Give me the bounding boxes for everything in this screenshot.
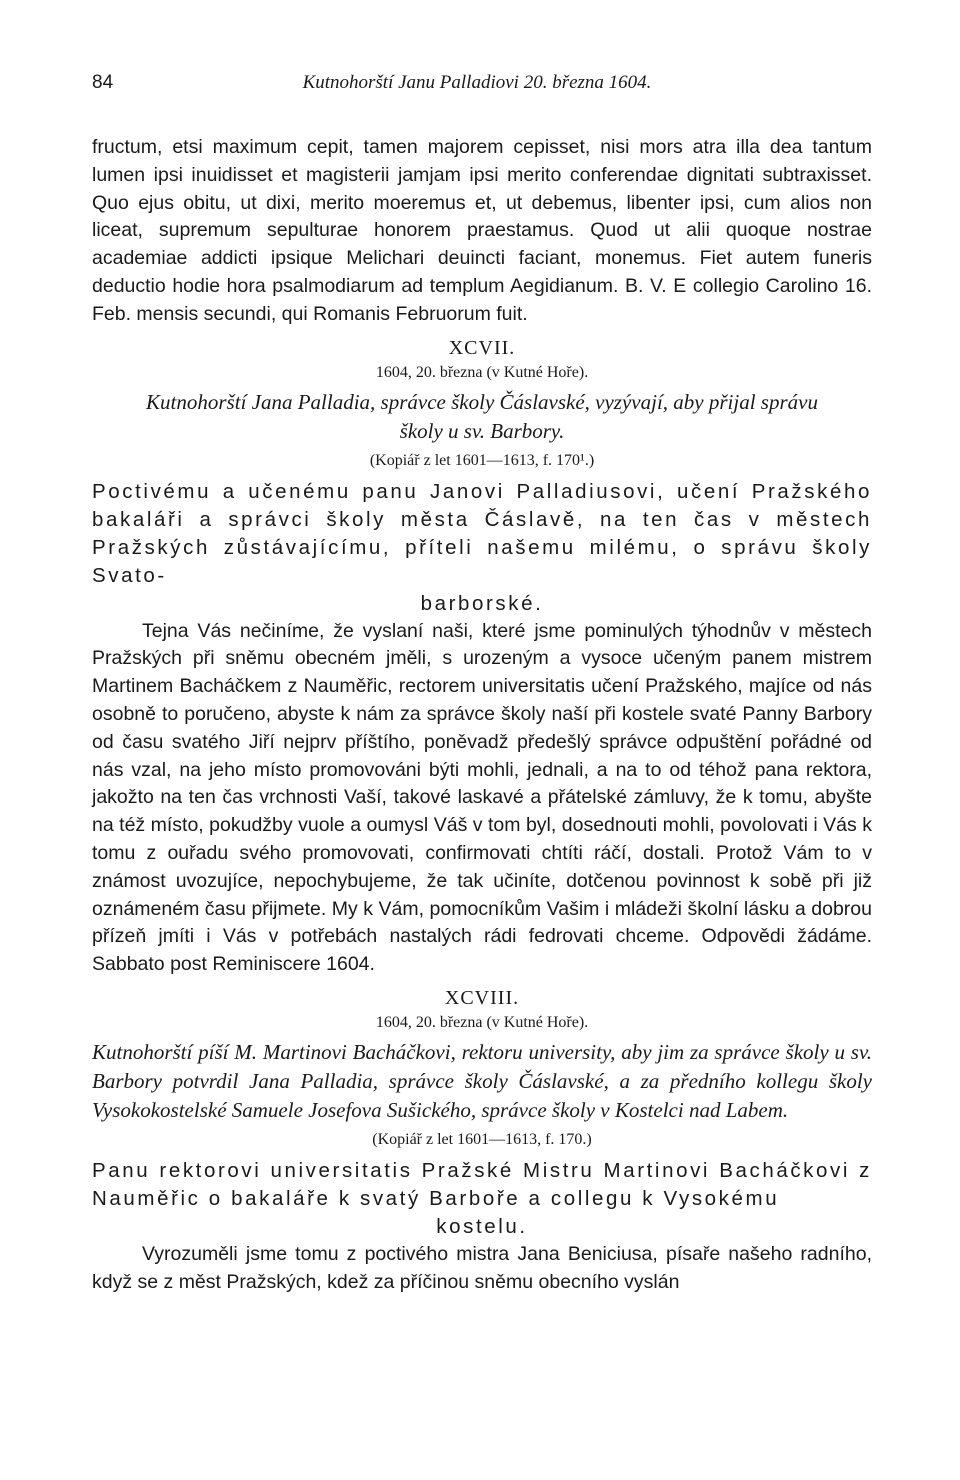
document-regest-line2: školy u sv. Barbory. — [399, 418, 565, 443]
document-regest-line1: Kutnohorští Jana Palladia, správce školy Čáslavské, vyzývají, aby přijal správu — [146, 389, 818, 414]
letter-address — [92, 1157, 872, 1241]
document-number: XCVIII. — [444, 986, 520, 1009]
document-xcviii — [92, 987, 872, 1297]
page-header — [92, 72, 872, 112]
letter-address-end: barborské. — [420, 591, 544, 615]
document-source: (Kopiář z let 1601—1613, f. 170.) — [372, 1130, 592, 1148]
letter-body: Tejna Vás nečiníme, že vyslaní naši, které jsme pominulých týhodnův v městech Pražských při sněmu obecném jměli, s urozeným a vysoce učeným panem mistrem Martinem Bacháčkem z Nauměřic, rectorem universitatis učení Pražského, majíce od nás osobně to poručeno, abyste k nám za správce školy naší při kostele svaté Panny Barbory od času svatého Jiří nejprv příštího, poněvadž předešlý správce odpuštění pořádné od nás vzal, na jeho místo promovováni býti mohli, jednali, a na to od téhož pana rektora, jakožto na ten čas vrchnosti Vaší, takové laskavé a přátelské zámluvy, že k tomu, abyšte na též místo, pokudžby vuole a oumysl Váš v tom byl, dosednouti mohli, povolovati i Vás k tomu z ouřadu svého promovovati, confirmovati chtíti ráčí, dostali. Protož Vám to v známost uvozujíce, nepochybujeme, že tak učiníte, dotčenou povinnost k sobě při již oznámeném času přijmete. My k Vám, pomocníkům Vašim i mládeži školní lásku a dobrou přízeň jmíti i Vás v potřebách nastalých rádi fedrovati chceme. Odpovědi žádáme. Sabbato post Reminiscere 1604. — [92, 619, 872, 976]
book-page — [92, 72, 872, 1297]
document-date: 1604, 20. března (v Kutné Hoře). — [375, 363, 589, 381]
document-xcvii — [92, 337, 872, 979]
letter-address-main: Panu rektorovi universitatis Pražské Mistru Martinovi Bacháčkovi z Nauměřic o bakaláře k svatý Barboře a collegu k Vysokému — [92, 1158, 872, 1210]
running-title: Kutnohorští Janu Palladiovi 20. března 1604. — [302, 72, 652, 93]
letter-body: Vyrozuměli jsme tomu z poctivého mistra Jana Beniciusa, písaře našeho radního, když se z měst Pražských, kdež za příčinou sněmu obecního vyslán — [92, 1242, 872, 1293]
letter-address — [92, 478, 872, 618]
document-date: 1604, 20. března (v Kutné Hoře). — [375, 1013, 589, 1031]
document-regest: Kutnohorští píší M. Martinovi Bacháčkovi, rektoru university, aby jim za správce školy u sv. Barbory potvrdil Jana Palladia, správce školy Čáslavské, a za předního kollegu školy Vysokokostelské Samuele Josefova Sušického, správce školy v Kostelci nad Labem. — [92, 1039, 872, 1122]
letter-address-main: Poctivému a učenému panu Janovi Palladiusovi, učení Pražského bakaláři a správci školy města Čáslavě, na ten čas v městech Pražských zůstávajícímu, příteli našemu milému, o správu školy Svato- — [92, 479, 872, 587]
document-source: (Kopiář z let 1601—1613, f. 170¹.) — [369, 451, 595, 469]
document-number: XCVII. — [448, 336, 516, 359]
letter-address-end: kostelu. — [436, 1214, 528, 1238]
page-number: 84 — [92, 72, 114, 93]
continuation-paragraph: fructum, etsi maximum cepit, tamen majorem cepisset, nisi mors atra illa dea tantum lumen ipsi inuidisset et magisterii jamjam ipsi merito conferendae dignitati subtraxisset. Quo ejus obitu, ut dixi, merito moeremus et, ut debemus, libenter ipsi, cum alios non liceat, supremum sepulturae honorem praestamus. Quod ut alii quoque nostrae academiae addicti ipsique Melichari deuincti faciant, monemus. Fiet autem funeris deductio hodie hora psalmodiarum ad templum Aegidianum. B. V. E collegio Carolino 16. Feb. mensis secundi, qui Romanis Februorum fuit. — [92, 136, 872, 325]
